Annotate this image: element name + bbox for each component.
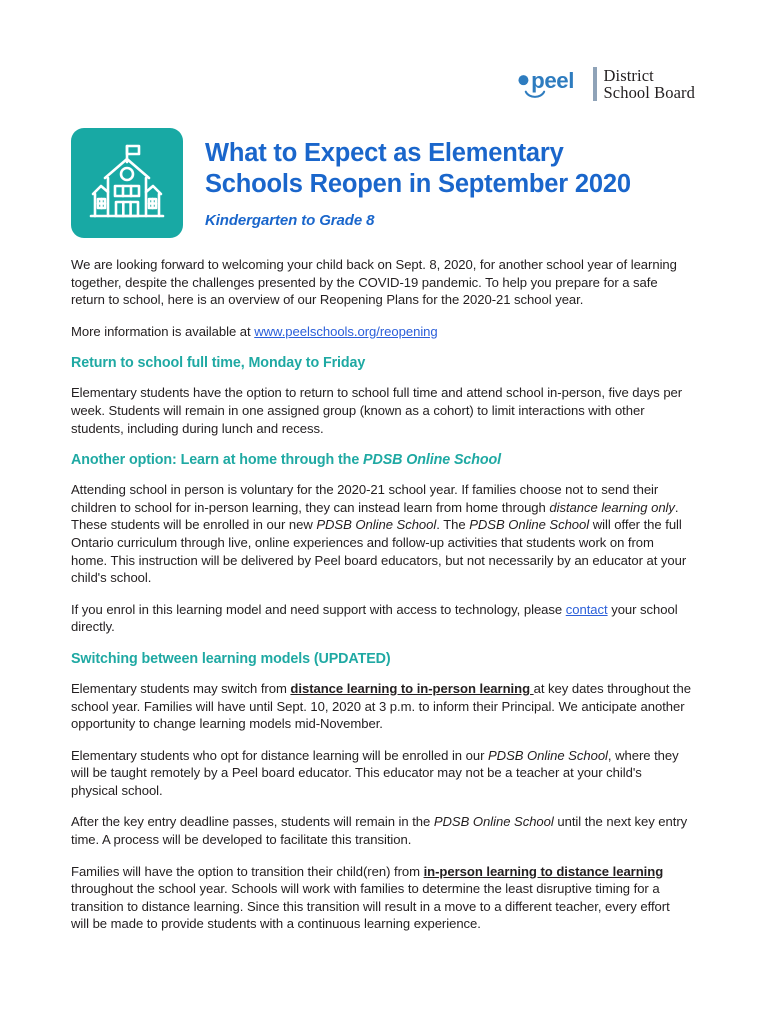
aop1-t4: will offer the full Ontario curriculum through live, online experiences and follow-up activities that students work on from home. This instruction will be delivered by Peel board educators, but not necessarily by an educator at your child's school.	[71, 517, 687, 586]
sw4-t2: throughout the school year. Schools will work with families to determine the least disruptive timing for a transition to distance learning. Since this transition will result in a move to a different teacher, every effort will be made to provide students with a continuous learning experience.	[71, 881, 670, 932]
switching-paragraph-4	[71, 863, 691, 933]
aop1-i3: PDSB Online School	[469, 517, 590, 533]
page-subtitle: Kindergarten to Grade 8	[205, 212, 375, 229]
aop1-t2: . These students will be enrolled in our new	[71, 499, 679, 533]
heading-another-option	[71, 451, 693, 469]
schoolhouse-icon-tile	[71, 128, 183, 238]
return-to-school-paragraph: Elementary students have the option to return to school full time and attend school in-person, five days per week. Students will remain in one assigned group (known as a cohort) to limit interactions with other students, including during lunch and recess.	[71, 385, 683, 436]
peel-logo	[515, 58, 695, 110]
contact-link[interactable]: contact	[565, 601, 608, 617]
sw1-t2: at key dates throughout the school year. Families will have until Sept. 10, 2020 at 3 p.m. to inform their Principal. We anticipate another opportunity to change learning models mid-November.	[71, 680, 691, 732]
aop1-i2: PDSB Online School	[316, 517, 437, 533]
another-option-paragraph-2	[71, 601, 691, 636]
heading-return-to-school: Return to school full time, Monday to Friday	[71, 355, 366, 372]
heading-another-option-prefix: Another option: Learn at home through the	[71, 452, 364, 469]
switching-paragraph-2	[71, 747, 691, 800]
switching-paragraph-3	[71, 813, 691, 848]
document-header	[71, 128, 696, 238]
sw3-i1: PDSB Online School	[433, 814, 554, 830]
aop1-t1: Attending school in person is voluntary for the 2020-21 school year. If families choose not to send their children to school for in-person learning, they can instead learn from home through	[71, 482, 659, 515]
more-info-prefix: More information is available at	[71, 323, 255, 339]
aop1-t3: . The	[436, 517, 470, 533]
sw4-u1: in-person learning to distance learning	[423, 863, 664, 879]
another-option-paragraph-1	[71, 481, 691, 587]
aop2-t1: If you enrol in this learning model and need support with access to technology, please	[71, 601, 566, 617]
switching-paragraph-1	[71, 680, 691, 733]
sw2-i1: PDSB Online School	[488, 747, 608, 763]
peel-wordmark-icon	[515, 61, 589, 107]
heading-switching-models: Switching between learning models (UPDATED)	[71, 650, 391, 667]
header-text-block	[205, 128, 665, 229]
schoolhouse-icon	[87, 142, 167, 224]
logo-line-district: District	[603, 65, 654, 85]
sw1-t1: Elementary students may switch from	[71, 680, 291, 696]
heading-another-option-italic: PDSB Online School	[363, 452, 502, 469]
sw4-t1: Families will have the option to transition their child(ren) from	[71, 863, 424, 879]
aop2-t2: your school directly.	[71, 601, 678, 635]
sw1-u1: distance learning to in-person learning	[290, 680, 534, 696]
svg-text:peel: peel	[531, 67, 575, 93]
aop1-i1: distance learning only	[549, 499, 675, 515]
logo-line-school-board: School Board	[603, 83, 695, 102]
intro-paragraph: We are looking forward to welcoming your child back on Sept. 8, 2020, for another school year of learning together, despite the challenges presented by the COVID-19 pandemic. To help you prepare for a safe return to school, here is an overview of our Reopening Plans for the 2020-21 school year.	[71, 257, 677, 308]
logo-words	[604, 67, 695, 102]
reopening-link[interactable]: www.peelschools.org/reopening	[254, 323, 438, 339]
sw2-t2: , where they will be taught remotely by a Peel board educator. This educator may not be a teacher at your child's physical school.	[71, 747, 679, 798]
logo-divider	[593, 67, 597, 101]
more-info-paragraph	[71, 323, 693, 341]
document-body	[71, 256, 693, 933]
sw3-t2: until the next key entry time. A process will be developed to facilitate this transition.	[71, 814, 688, 848]
page-title: What to Expect as Elementary Schools Reopen in September 2020	[205, 139, 631, 198]
sw3-t1: After the key entry deadline passes, students will remain in the	[71, 814, 434, 830]
sw2-t1: Elementary students who opt for distance learning will be enrolled in our	[71, 747, 488, 763]
